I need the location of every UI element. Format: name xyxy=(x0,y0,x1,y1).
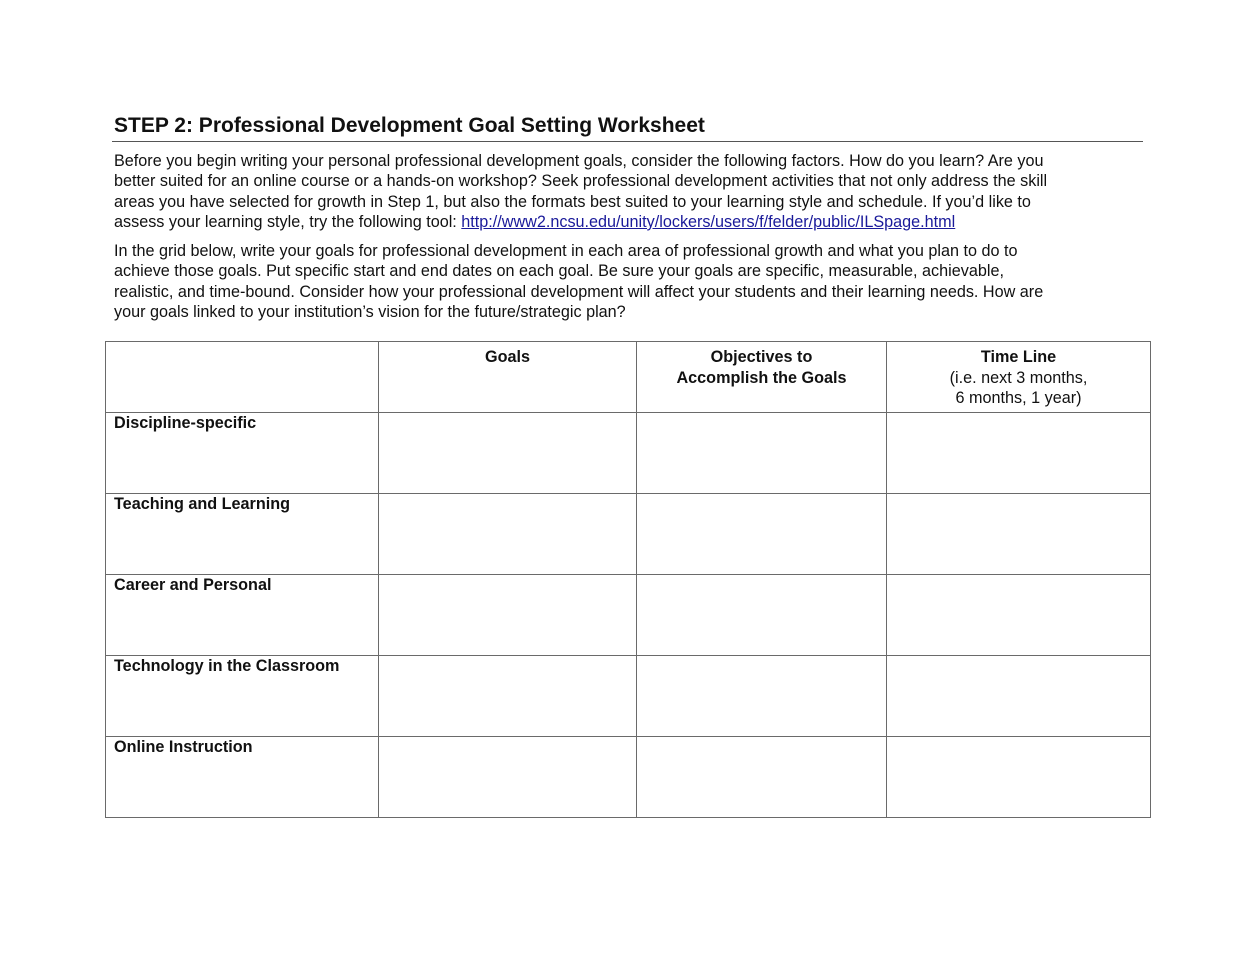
intro-paragraph xyxy=(114,151,1144,232)
objectives-cell[interactable] xyxy=(637,656,887,737)
row-label: Career and Personal xyxy=(114,576,272,594)
intro-line-4 xyxy=(114,212,1144,232)
intro-line-2: better suited for an online course or a hands-on workshop? Seek professional development activities that not only address the skill xyxy=(114,172,1048,191)
objectives-cell[interactable] xyxy=(637,737,887,818)
goals-cell[interactable] xyxy=(379,737,637,818)
objectives-cell[interactable] xyxy=(637,494,887,575)
table-row xyxy=(106,413,1151,494)
header-timeline-line-3: 6 months, 1 year) xyxy=(955,389,1082,407)
objectives-cell[interactable] xyxy=(637,575,887,656)
table-row xyxy=(106,494,1151,575)
row-label-cell xyxy=(106,575,379,656)
instructions-paragraph xyxy=(114,241,1144,322)
header-goals-cell xyxy=(379,342,637,413)
objectives-cell[interactable] xyxy=(637,413,887,494)
timeline-cell[interactable] xyxy=(887,494,1151,575)
goal-setting-grid xyxy=(105,341,1151,818)
row-label: Teaching and Learning xyxy=(114,495,290,513)
timeline-cell[interactable] xyxy=(887,575,1151,656)
page-title: STEP 2: Professional Development Goal Setting Worksheet xyxy=(114,114,705,137)
instructions-line-1: In the grid below, write your goals for professional development in each area of professional growth and what you plan to do to xyxy=(114,242,1018,260)
row-label-cell xyxy=(106,413,379,494)
instructions-line-2: achieve those goals. Put specific start and end dates on each goal. Be sure your goals are specific, measurable, achievable, xyxy=(114,262,1004,281)
intro-line-4-text: assess your learning style, try the following tool: xyxy=(114,212,462,231)
header-objectives-cell xyxy=(637,342,887,413)
header-timeline-line-2: (i.e. next 3 months, xyxy=(949,368,1088,387)
header-objectives-line-2: Accomplish the Goals xyxy=(676,368,847,387)
title-underline xyxy=(112,141,1143,142)
goals-cell[interactable] xyxy=(379,413,637,494)
goals-cell[interactable] xyxy=(379,494,637,575)
goals-cell[interactable] xyxy=(379,656,637,737)
timeline-cell[interactable] xyxy=(887,656,1151,737)
instructions-line-4: your goals linked to your institution’s vision for the future/strategic plan? xyxy=(114,302,626,321)
grid-header-row xyxy=(106,342,1151,413)
learning-style-link[interactable]: http://www2.ncsu.edu/unity/lockers/users/f/felder/public/ILSpage.html xyxy=(461,212,956,231)
timeline-cell[interactable] xyxy=(887,737,1151,818)
table-row xyxy=(106,575,1151,656)
header-goals: Goals xyxy=(485,348,530,366)
timeline-cell[interactable] xyxy=(887,413,1151,494)
header-timeline-cell xyxy=(887,342,1151,413)
header-objectives-line-1: Objectives to xyxy=(710,348,813,366)
instructions-line-3: realistic, and time-bound. Consider how your professional development will affect your students and their learning needs. How are xyxy=(114,282,1044,301)
goals-cell[interactable] xyxy=(379,575,637,656)
row-label: Discipline-specific xyxy=(114,414,257,432)
table-row xyxy=(106,656,1151,737)
header-area-cell xyxy=(106,342,379,413)
table-row xyxy=(106,737,1151,818)
row-label: Technology in the Classroom xyxy=(114,657,340,675)
intro-line-3: areas you have selected for growth in Step 1, but also the formats best suited to your learning style and schedule. If you’d like to xyxy=(114,192,1031,211)
row-label-cell xyxy=(106,656,379,737)
row-label: Online Instruction xyxy=(114,738,253,756)
intro-line-1: Before you begin writing your personal professional development goals, consider the following factors. How do you learn? Are you xyxy=(114,152,1044,170)
row-label-cell xyxy=(106,494,379,575)
row-label-cell xyxy=(106,737,379,818)
header-timeline-title: Time Line xyxy=(980,348,1057,366)
